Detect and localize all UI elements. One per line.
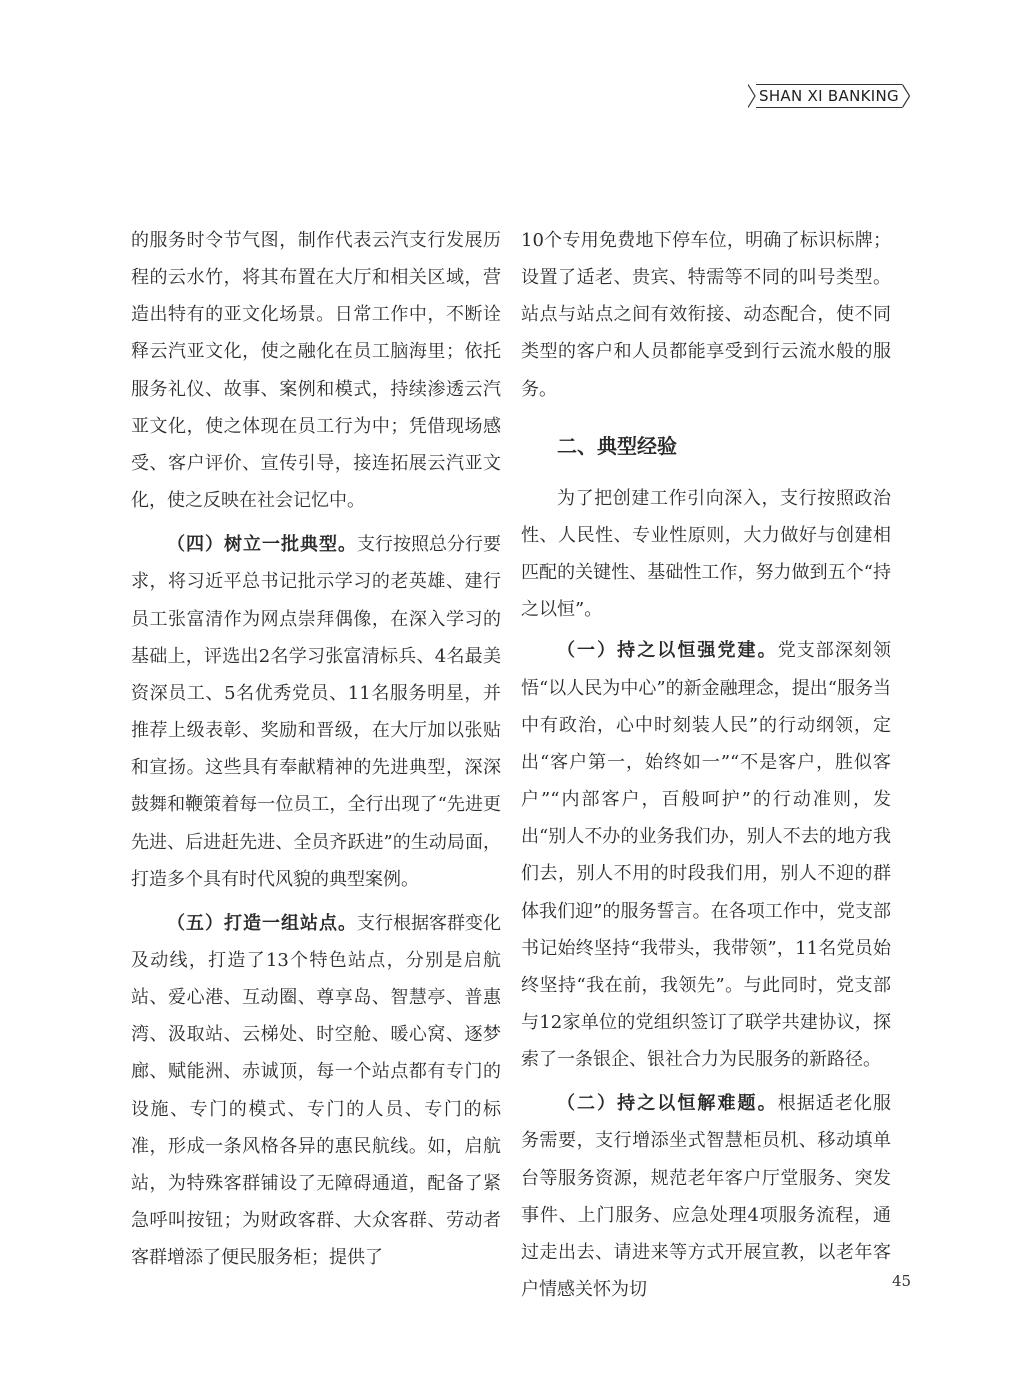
body-paragraph: 10个专用免费地下停车位，明确了标识标牌；设置了适老、贵宾、特需等不同的叫号类型。站点与站点之间有效衔接、动态配合，使不同类型的客户和人员都能享受到行云流水般的服务。 — [521, 230, 891, 400]
section-paragraph — [131, 526, 501, 898]
section-heading: 二、典型经验 — [557, 433, 677, 458]
paragraph-body: 支行按照总分行要求，将习近平总书记批示学习的老英雄、建行员工张富清作为网点崇拜偶像，在深入学习的基础上，评选出2名学习张富清标兵、4名最美资深员工、5名优秀党员、11名服务明星，并推荐上级表彰、奖励和晋级，在大厅加以张贴和宣扬。这些具有奉献精神的先进典型，深深鼓舞和鞭策着每一位员工，全行出现了“先进更先进、后进赶先进、全员齐跃进”的生动局面，打造多个具有时代风貌的典型案例。 — [131, 534, 501, 890]
running-title: SHAN XI BANKING — [756, 84, 902, 108]
running-header — [748, 84, 910, 108]
paragraph-body: 根据适老化服务需要，支行增添坐式智慧柜员机、移动填单台等服务资源，规范老年客户厅堂服务、突发事件、上门服务、应急处理4项服务流程，通过走出去、请进来等方式开展宣教，以老年客户情感关怀为切 — [521, 1093, 891, 1301]
paragraph-body: 党支部深刻领悟“以人民为中心”的新金融理念，提出“服务当中有政治，心中时刻装人民”的行动纲领，定出“客户第一，始终如一”“不是客户，胜似客户”“内部客户，百般呵护”的行动准则，发出“别人不办的业务我们办，别人不去的地方我们去，别人不用的时段我们用，别人不迎的群体我们迎”的服务誓言。在各项工作中，党支部书记始终坚持“我带头，我带领”，11名党员始终坚持“我在前，我领先”。与此同时，党支部与12家单位的党组织签订了联学共建协议，探索了一条银企、银社合力为民服务的新路径。 — [521, 640, 891, 1071]
body-paragraph: 的服务时令节气图，制作代表云汽支行发展历程的云水竹，将其布置在大厅和相关区域，营造出特有的亚文化场景。日常工作中，不断诠释云汽亚文化，使之融化在员工脑海里；依托服务礼仪、故事、案例和模式，持续渗透云汽亚文化，使之体现在员工行为中；凭借现场感受、客户评价、宣传引导，接连拓展云汽亚文化，使之反映在社会记忆中。 — [131, 230, 501, 512]
right-column — [521, 222, 891, 1308]
subsection-lead: （一）持之以恒强党建。 — [557, 640, 778, 662]
paragraph-body: 支行根据客群变化及动线，打造了13个特色站点，分别是启航站、爱心港、互动圈、尊享岛、智慧亭、普惠湾、汲取站、云梯处、时空舱、暖心窝、逐梦廊、赋能洲、赤诚顶，每一个站点都有专门的设施、专门的模式、专门的人员、专门的标准，形成一条风格各异的惠民航线。如，启航站，为特殊客群铺设了无障碍通道，配备了紧急呼叫按钮；为财政客群、大众客群、劳动者客群增添了便民服务柜；提供了 — [131, 912, 501, 1269]
subsection-lead: （四）树立一批典型。 — [167, 534, 357, 556]
left-column — [131, 222, 501, 1276]
section-paragraph — [521, 1085, 891, 1308]
body-paragraph: 为了把创建工作引向深入，支行按照政治性、人民性、专业性原则，大力做好与创建相匹配的关键性、基础性工作，努力做到五个“持之以恒”。 — [521, 487, 891, 621]
page-number: 45 — [892, 1272, 912, 1290]
section-paragraph — [521, 632, 891, 1078]
section-paragraph — [131, 905, 501, 1277]
right-bracket-icon — [902, 84, 910, 108]
subsection-lead: （二）持之以恒解难题。 — [557, 1093, 778, 1115]
subsection-lead: （五）打造一组站点。 — [167, 912, 357, 934]
left-bracket-icon — [748, 84, 756, 108]
